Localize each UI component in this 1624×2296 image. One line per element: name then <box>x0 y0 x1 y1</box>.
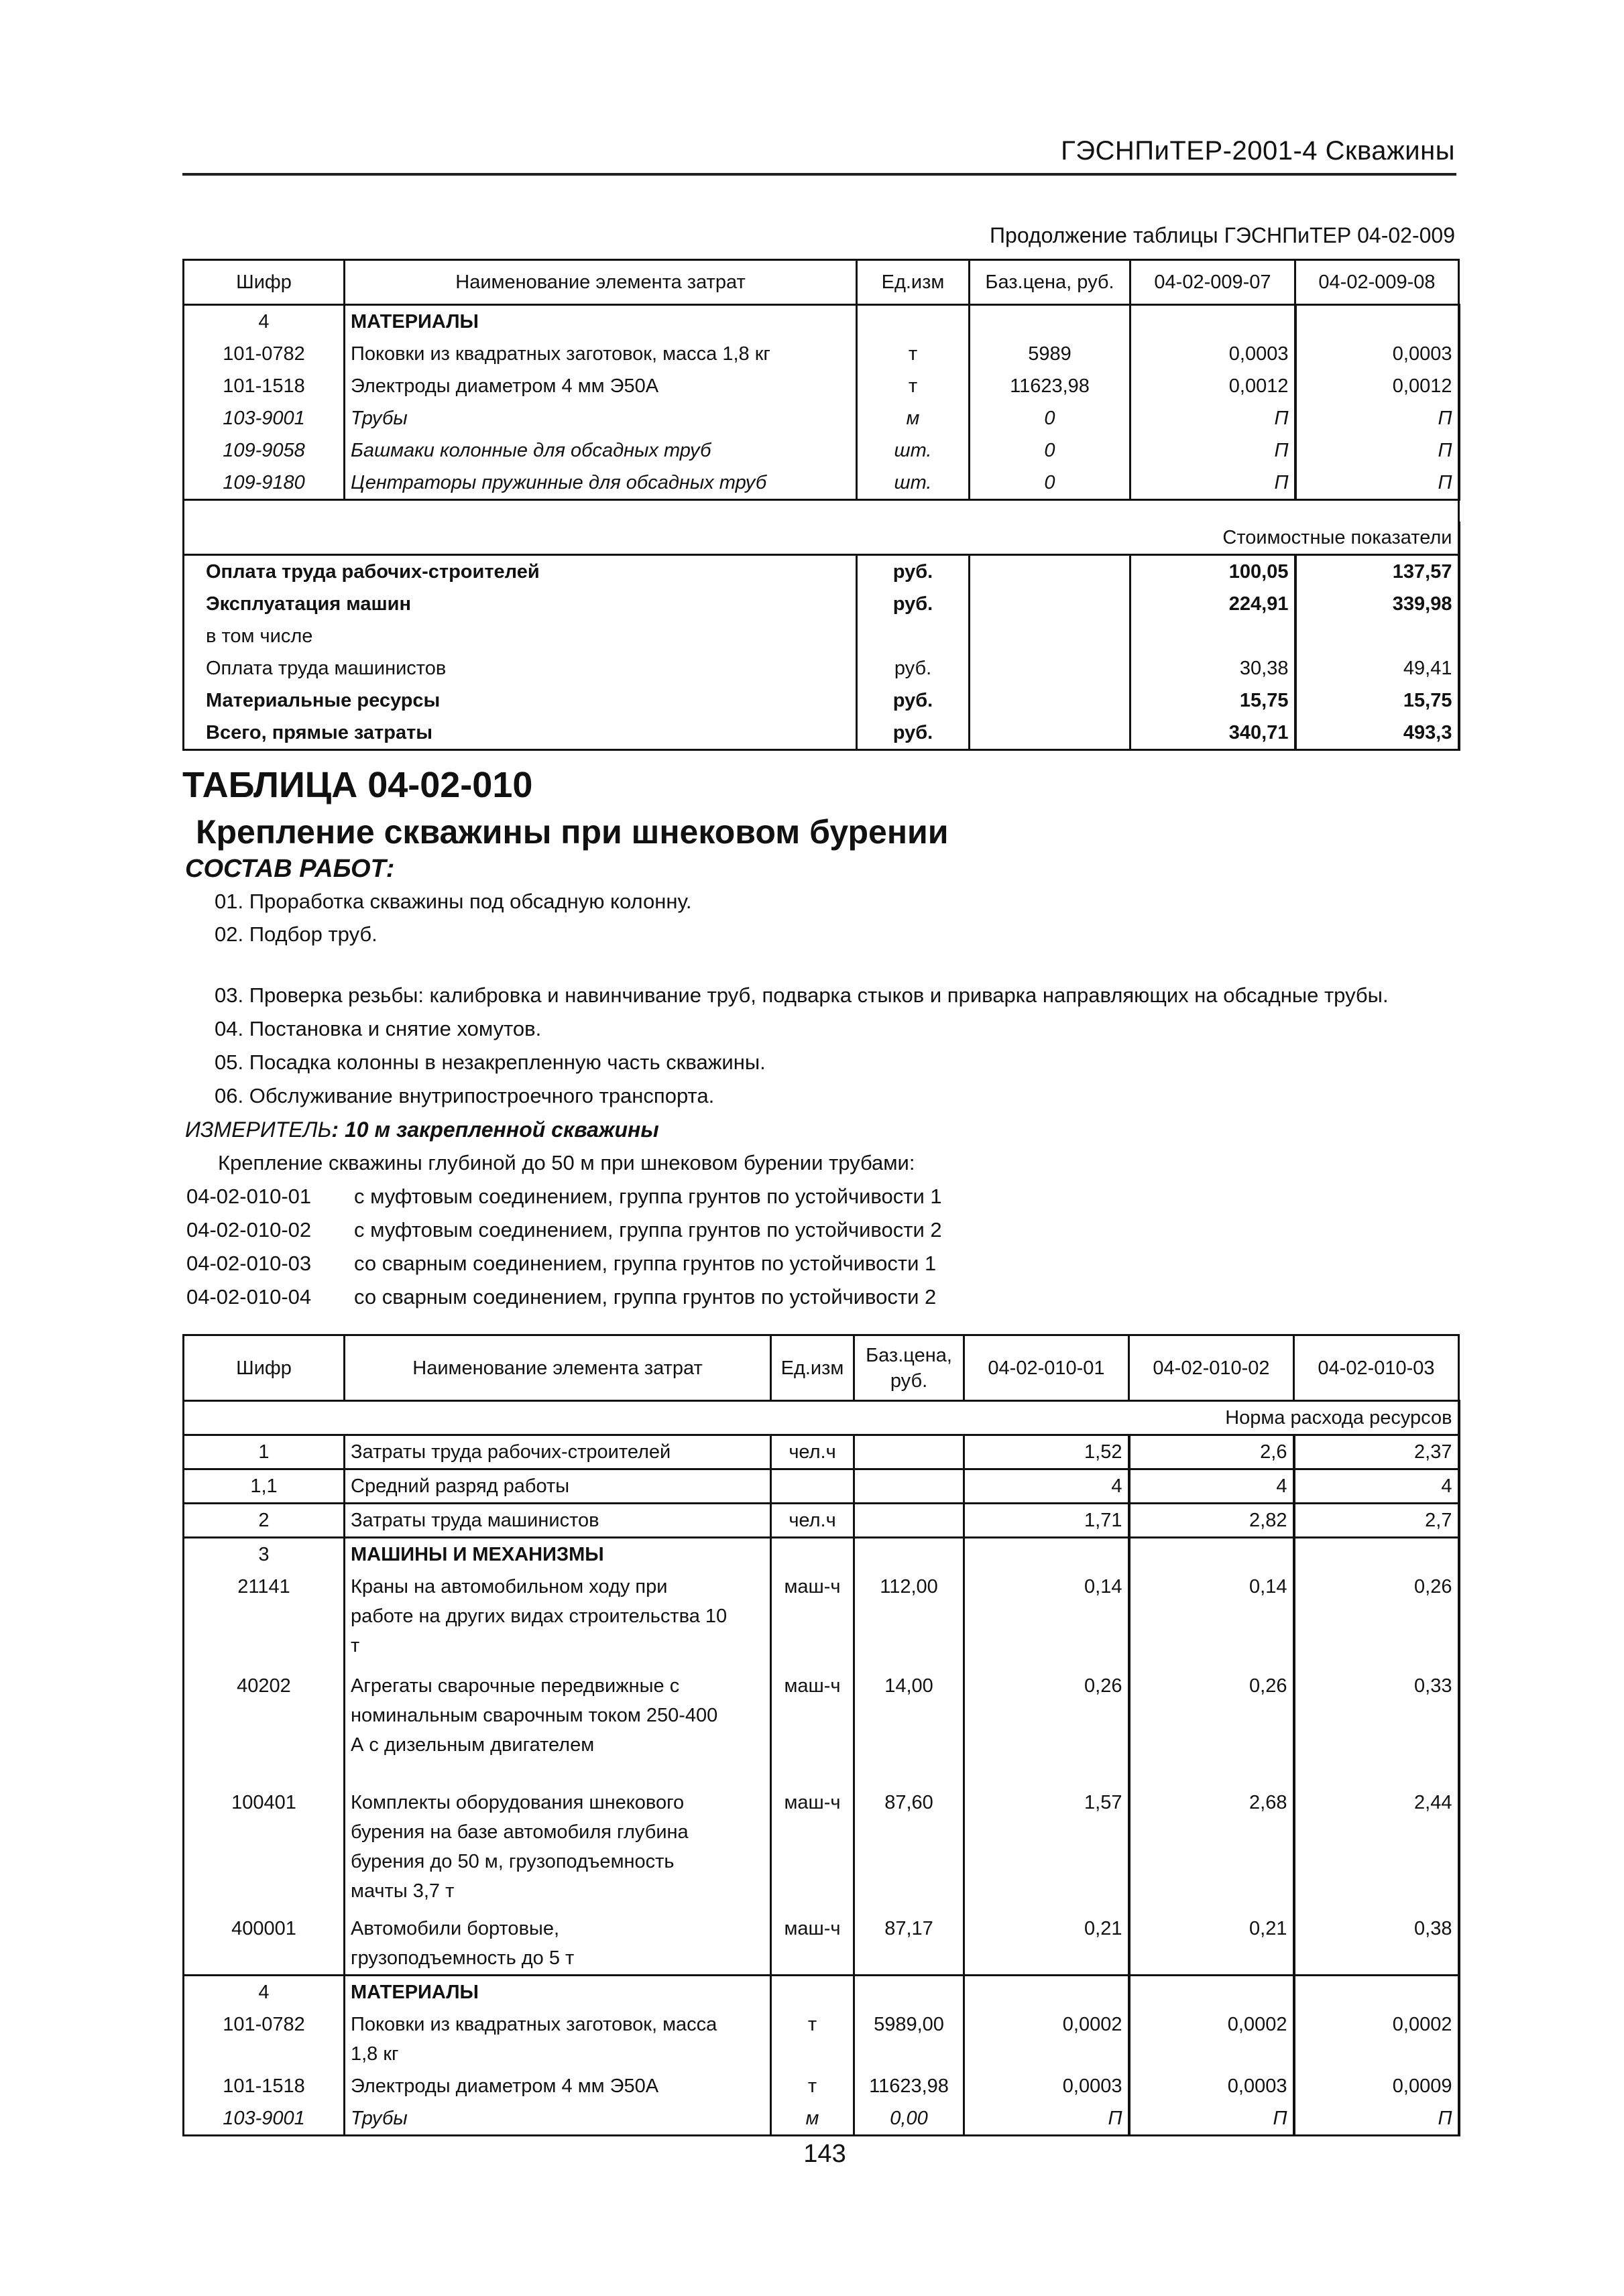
variant-code: 04-02-010-03 <box>186 1252 312 1275</box>
work-operation: 01. Проработка скважины под обсадную колонну. <box>215 890 692 913</box>
cost-label: Всего, прямые затраты <box>184 717 857 750</box>
cost-value-08: 49,41 <box>1295 652 1459 684</box>
labor-row <box>184 1435 1459 1469</box>
row-code: 100401 <box>184 1787 345 1913</box>
row-name <box>345 1787 771 1913</box>
cost-value-07: 224,91 <box>1130 588 1295 620</box>
table-header-row <box>184 1335 1459 1401</box>
row-name <box>345 1571 771 1670</box>
row-value-03: П <box>1294 2102 1459 2136</box>
row-code: 101-1518 <box>184 2070 345 2102</box>
row-unit: маш-ч <box>771 1571 854 1670</box>
work-operation: 02. Подбор труб. <box>215 922 378 946</box>
row-name: Трубы <box>345 402 857 434</box>
work-operation: 03. Проверка резьбы: калибровка и навинчивание труб, подварка стыков и приварка направляющих на обсадные трубы. <box>215 983 1389 1007</box>
row-price <box>854 1504 964 1538</box>
section-row-machines <box>184 1538 1459 1571</box>
row-name-line: Поковки из квадратных заготовок, масса <box>351 2014 717 2035</box>
row-code: 1,1 <box>184 1469 345 1504</box>
cost-label: Оплата труда рабочих-строителей <box>184 554 857 588</box>
row-value-07: П <box>1130 434 1295 467</box>
cost-unit: руб. <box>857 684 970 717</box>
row-value-03: 0,0009 <box>1294 2070 1459 2102</box>
row-unit: т <box>857 338 970 370</box>
variant-code: 04-02-010-02 <box>186 1218 312 1242</box>
row-name: Башмаки колонные для обсадных труб <box>345 434 857 467</box>
labor-row <box>184 1469 1459 1504</box>
row-value-02: 0,21 <box>1129 1913 1294 1976</box>
row-name-line: номинальным сварочным током 250-400 <box>351 1705 718 1726</box>
machine-row <box>184 1670 1459 1787</box>
variant-description: со сварным соединением, группа грунтов по устойчивости 2 <box>354 1285 937 1309</box>
row-name-line: А с дизельным двигателем <box>351 1734 595 1756</box>
header-rule <box>182 173 1456 176</box>
section-code: 4 <box>184 1976 345 2009</box>
col-header-variant-03: 04-02-010-03 <box>1294 1335 1459 1401</box>
row-price: 11623,98 <box>854 2070 964 2102</box>
row-unit: маш-ч <box>771 1787 854 1913</box>
row-code: 109-9180 <box>184 467 345 500</box>
machine-row <box>184 1787 1459 1913</box>
cost-value-08: 15,75 <box>1295 684 1459 717</box>
material-row <box>184 2102 1459 2136</box>
row-code: 101-1518 <box>184 370 345 402</box>
row-value-01: П <box>964 2102 1129 2136</box>
section-name: МАТЕРИАЛЫ <box>345 305 857 339</box>
row-unit: м <box>771 2102 854 2136</box>
row-price <box>854 1435 964 1469</box>
row-value-01: 0,21 <box>964 1913 1129 1976</box>
row-name-line: бурения до 50 м, грузоподъемность <box>351 1851 675 1872</box>
col-header-price: Баз.цена, руб. <box>970 260 1130 305</box>
row-unit: маш-ч <box>771 1670 854 1787</box>
row-name-line: Трубы <box>351 2108 408 2129</box>
row-price <box>854 1469 964 1504</box>
row-value-02: 0,14 <box>1129 1571 1294 1670</box>
row-price: 0 <box>970 467 1130 500</box>
cost-unit: руб. <box>857 717 970 750</box>
row-price: 87,60 <box>854 1787 964 1913</box>
row-value-07: 0,0012 <box>1130 370 1295 402</box>
row-name <box>345 2102 771 2136</box>
cost-row <box>184 620 1459 652</box>
cost-value-08: 339,98 <box>1295 588 1459 620</box>
table-subtitle: Крепление скважины при шнековом бурении <box>196 813 949 851</box>
row-name-line: работе на других видах строительства 10 <box>351 1606 728 1627</box>
cost-unit: руб. <box>857 652 970 684</box>
cost-value-07: 30,38 <box>1130 652 1295 684</box>
row-value-02: 4 <box>1129 1469 1294 1504</box>
row-code: 2 <box>184 1504 345 1538</box>
row-name: Центраторы пружинные для обсадных труб <box>345 467 857 500</box>
row-value-03: 4 <box>1294 1469 1459 1504</box>
material-row <box>184 2070 1459 2102</box>
variant-code: 04-02-010-01 <box>186 1185 312 1208</box>
table-row <box>184 434 1459 467</box>
row-code: 103-9001 <box>184 402 345 434</box>
row-name: Электроды диаметром 4 мм Э50А <box>345 370 857 402</box>
table-row <box>184 467 1459 500</box>
row-value-08: 0,0003 <box>1295 338 1459 370</box>
norm-header: Норма расхода ресурсов <box>184 1401 1459 1435</box>
row-unit: маш-ч <box>771 1913 854 1976</box>
row-unit: чел.ч <box>771 1504 854 1538</box>
col-header-price: Баз.цена, руб. <box>854 1335 964 1401</box>
row-value-01: 0,0003 <box>964 2070 1129 2102</box>
row-name-line: Комплекты оборудования шнекового <box>351 1792 685 1813</box>
row-name-line: мачты 3,7 т <box>351 1880 455 1902</box>
variant-code: 04-02-010-04 <box>186 1285 312 1309</box>
cost-value-08: 493,3 <box>1295 717 1459 750</box>
row-value-08: 0,0012 <box>1295 370 1459 402</box>
row-price: 0 <box>970 434 1130 467</box>
row-value-02: 0,0002 <box>1129 2008 1294 2070</box>
machine-row <box>184 1571 1459 1670</box>
cost-value-07: 340,71 <box>1130 717 1295 750</box>
labor-row <box>184 1504 1459 1538</box>
row-value-02: П <box>1129 2102 1294 2136</box>
row-value-02: 0,0003 <box>1129 2070 1294 2102</box>
cost-value-07 <box>1130 620 1295 652</box>
row-value-01: 1,57 <box>964 1787 1129 1913</box>
cost-unit: руб. <box>857 588 970 620</box>
row-unit: т <box>771 2070 854 2102</box>
work-operation: 04. Постановка и снятие хомутов. <box>215 1017 542 1040</box>
row-value-01: 0,0002 <box>964 2008 1129 2070</box>
row-name-line: Электроды диаметром 4 мм Э50А <box>351 2075 659 2097</box>
section-row-materials <box>184 1976 1459 2009</box>
row-value-03: 2,37 <box>1294 1435 1459 1469</box>
row-code: 101-0782 <box>184 338 345 370</box>
variant-description: с муфтовым соединением, группа грунтов по устойчивости 2 <box>354 1218 942 1242</box>
cost-label: Материальные ресурсы <box>184 684 857 717</box>
row-name <box>345 1670 771 1787</box>
section-name: МАШИНЫ И МЕХАНИЗМЫ <box>345 1538 771 1571</box>
row-value-08: П <box>1295 402 1459 434</box>
row-code: 101-0782 <box>184 2008 345 2070</box>
cost-value-07: 15,75 <box>1130 684 1295 717</box>
row-unit: т <box>857 370 970 402</box>
cost-value-08: 137,57 <box>1295 554 1459 588</box>
row-name <box>345 2070 771 2102</box>
col-header-variant-07: 04-02-009-07 <box>1130 260 1295 305</box>
row-unit: чел.ч <box>771 1435 854 1469</box>
col-header-variant-01: 04-02-010-01 <box>964 1335 1129 1401</box>
col-header-unit: Ед.изм <box>771 1335 854 1401</box>
variant-description: с муфтовым соединением, группа грунтов по устойчивости 1 <box>354 1185 942 1208</box>
row-name-line: Краны на автомобильном ходу при <box>351 1576 668 1597</box>
cost-label: Оплата труда машинистов <box>184 652 857 684</box>
cost-header-row <box>184 522 1459 555</box>
measurement-label: ИЗМЕРИТЕЛЬ <box>185 1117 332 1142</box>
row-unit: м <box>857 402 970 434</box>
row-price: 5989,00 <box>854 2008 964 2070</box>
col-header-code: Шифр <box>184 260 345 305</box>
row-value-07: 0,0003 <box>1130 338 1295 370</box>
measurement-unit <box>185 1117 659 1142</box>
row-value-08: П <box>1295 434 1459 467</box>
row-unit: шт. <box>857 434 970 467</box>
row-code: 400001 <box>184 1913 345 1976</box>
row-code: 109-9058 <box>184 434 345 467</box>
row-value-03: 2,44 <box>1294 1787 1459 1913</box>
row-price: 14,00 <box>854 1670 964 1787</box>
col-header-name: Наименование элемента затрат <box>345 260 857 305</box>
cost-row <box>184 652 1459 684</box>
row-name-line: Автомобили бортовые, <box>351 1918 559 1939</box>
row-name-line: т <box>351 1635 360 1656</box>
page-number: 143 <box>803 2140 846 2168</box>
table-title: ТАБЛИЦА 04-02-010 <box>182 765 533 805</box>
row-value-02: 0,26 <box>1129 1670 1294 1787</box>
row-unit: шт. <box>857 467 970 500</box>
cost-row <box>184 684 1459 717</box>
cost-header: Стоимостные показатели <box>184 522 1459 555</box>
row-value-02: 2,82 <box>1129 1504 1294 1538</box>
cost-value-07: 100,05 <box>1130 554 1295 588</box>
machine-row <box>184 1913 1459 1976</box>
col-header-variant-02: 04-02-010-02 <box>1129 1335 1294 1401</box>
row-price: 87,17 <box>854 1913 964 1976</box>
section-code: 4 <box>184 305 345 339</box>
row-price: 0,00 <box>854 2102 964 2136</box>
row-name <box>345 2008 771 2070</box>
row-name: Затраты труда машинистов <box>345 1504 771 1538</box>
row-value-02: 2,6 <box>1129 1435 1294 1469</box>
row-price: 5989 <box>970 338 1130 370</box>
cost-label: Эксплуатация машин <box>184 588 857 620</box>
row-name-line: грузоподъемность до 5 т <box>351 1947 575 1969</box>
resource-table-04-02-009 <box>182 259 1460 751</box>
document-header-title: ГЭСНПиТЕР-2001-4 Скважины <box>1061 136 1455 166</box>
row-price: 112,00 <box>854 1571 964 1670</box>
section-name: МАТЕРИАЛЫ <box>345 1976 771 2009</box>
table-row <box>184 338 1459 370</box>
row-value-03: 0,38 <box>1294 1913 1459 1976</box>
row-value-03: 0,0002 <box>1294 2008 1459 2070</box>
work-operation: 06. Обслуживание внутрипостроечного транспорта. <box>215 1084 715 1107</box>
row-value-03: 0,26 <box>1294 1571 1459 1670</box>
row-code: 1 <box>184 1435 345 1469</box>
row-value-01: 0,26 <box>964 1670 1129 1787</box>
col-header-variant-08: 04-02-009-08 <box>1295 260 1459 305</box>
row-code: 21141 <box>184 1571 345 1670</box>
cost-unit <box>857 620 970 652</box>
row-value-08: П <box>1295 467 1459 500</box>
col-header-code: Шифр <box>184 1335 345 1401</box>
cost-unit: руб. <box>857 554 970 588</box>
row-name: Затраты труда рабочих-строителей <box>345 1435 771 1469</box>
row-value-02: 2,68 <box>1129 1787 1294 1913</box>
row-name: Средний разряд работы <box>345 1469 771 1504</box>
row-value-01: 1,71 <box>964 1504 1129 1538</box>
measurement-value: : 10 м закрепленной скважины <box>331 1117 659 1142</box>
cost-label: в том числе <box>184 620 857 652</box>
row-name <box>345 1913 771 1976</box>
material-row <box>184 2008 1459 2070</box>
cost-row <box>184 554 1459 588</box>
row-value-01: 0,14 <box>964 1571 1129 1670</box>
row-unit <box>771 1469 854 1504</box>
col-header-unit: Ед.изм <box>857 260 970 305</box>
variant-description: со сварным соединением, группа грунтов по устойчивости 1 <box>354 1252 937 1275</box>
table-header-row <box>184 260 1459 305</box>
norm-header-row <box>184 1401 1459 1435</box>
variants-intro: Крепление скважины глубиной до 50 м при шнековом бурении трубами: <box>218 1151 915 1174</box>
row-code: 103-9001 <box>184 2102 345 2136</box>
col-header-name: Наименование элемента затрат <box>345 1335 771 1401</box>
row-price: 0 <box>970 402 1130 434</box>
work-composition-heading: СОСТАВ РАБОТ: <box>185 855 395 883</box>
row-name-line: бурения на базе автомобиля глубина <box>351 1821 689 1843</box>
row-value-03: 2,7 <box>1294 1504 1459 1538</box>
row-value-01: 4 <box>964 1469 1129 1504</box>
resource-table-04-02-010 <box>182 1334 1460 2136</box>
cost-row <box>184 588 1459 620</box>
row-name-line: 1,8 кг <box>351 2043 399 2065</box>
work-operation: 05. Посадка колонны в незакрепленную часть скважины. <box>215 1050 766 1074</box>
row-name: Поковки из квадратных заготовок, масса 1,8 кг <box>345 338 857 370</box>
row-value-07: П <box>1130 402 1295 434</box>
row-unit: т <box>771 2008 854 2070</box>
row-value-07: П <box>1130 467 1295 500</box>
section-row-materials <box>184 305 1459 339</box>
cost-value-08 <box>1295 620 1459 652</box>
section-code: 3 <box>184 1538 345 1571</box>
table-row <box>184 370 1459 402</box>
row-price: 11623,98 <box>970 370 1130 402</box>
row-name-line: Агрегаты сварочные передвижные с <box>351 1675 680 1697</box>
table-row <box>184 402 1459 434</box>
row-value-03: 0,33 <box>1294 1670 1459 1787</box>
cost-row <box>184 717 1459 750</box>
table-continuation-caption: Продолжение таблицы ГЭСНПиТЕР 04-02-009 <box>990 223 1455 247</box>
row-value-01: 1,52 <box>964 1435 1129 1469</box>
row-code: 40202 <box>184 1670 345 1787</box>
